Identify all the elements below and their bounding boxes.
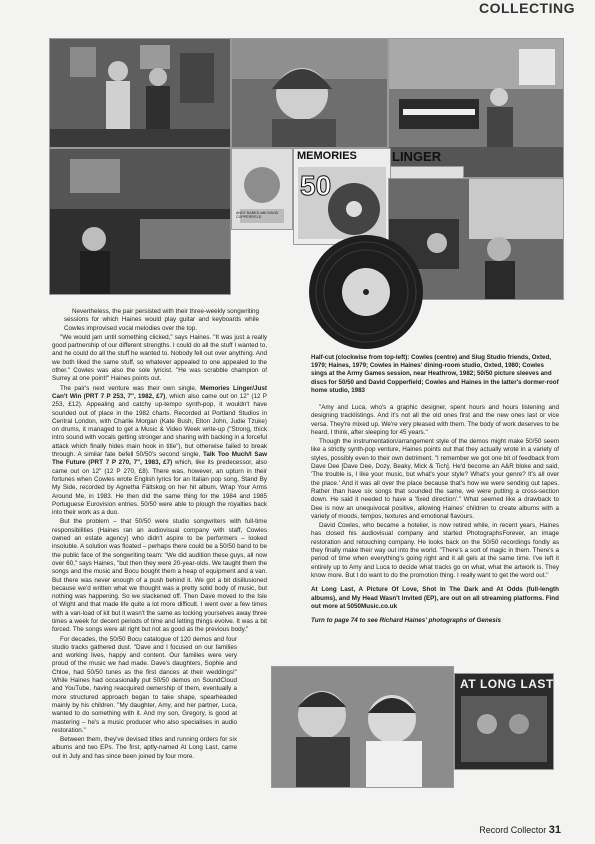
sleeve-at-long-last-title: AT LONG LAST <box>460 677 554 691</box>
p3-text-c: , which also came out on 12" (12 P 253, £12). Appealing and catchy up-tempo synth-pop, it wouldn't have sounded out of place in the 1982 charts. Recorded at Portland Studios in Central London, with Charlie Morgan (Kate Bush, Elton John, Judie Tzuke) on drums, it managed to get a Music & Video Week write-up ("Strong, thick intro sound with vocals getting stronger and sharing with backing in a forceful attack which finally hides main hook in title"), but otherwise failed to break through. A similar fate befell 50/50's second single, <box>52 392 267 459</box>
photo-caption: Half-cut (clockwise from top-left): Cowles (centre) and Slug Studio friends, Oxted, 1979; Haines, 1979; Cowles in Haines' dining-room studio, Oxted, 1980; Cowles sings at the Army Games session, near Heathrow, 1982; 50/50 picture sleeves and discs for 50/50 and David Copperfield; Cowles and Haines in the latter's dormer-roof home studio, 1983 <box>311 354 559 394</box>
section-heading: COLLECTING <box>479 0 575 16</box>
p3-single-title: Memories Linger/Just Can't Win (PRT 7 P 253, 7", 1982, £7) <box>52 384 267 400</box>
left-paragraph-5: For decades, the 50/50 Bocu catalogue of 120 demos and four studio tracks gathered dust. "Dave and I focused on our families and working lives, happy and content. Our families were very proud of the music we had made. Dave's daughters, Sophie and Chloe, had 50/50 tunes as the first dances at their weddings!" While Haines had occasionally put 50/50 demos on SoundCloud and YouTube, having reacquired ownership of them, eventually a more structured approach began to take shape, spearheaded mainly by his children. "My daughter, Amy, and her partner, Luca, wanted to do something with it. And my son, Gregory, is good at mastering – he's a music producer who also specialises in audio restoration." <box>52 635 237 734</box>
page-footer <box>479 824 561 836</box>
p3-second-single-title: Talk Too Much/I Saw The Future (PRT 7 P 270, 7", 1983, £7) <box>52 451 267 467</box>
photo-cowles-and-haines <box>271 666 454 788</box>
sleeve-linger-label: LINGER <box>392 149 442 164</box>
page-reference: Turn to page 74 to see Richard Haines' photographs of Genesis <box>311 617 501 625</box>
p3-text-a: The pair's next venture was their own single, <box>60 384 201 392</box>
sleeve-credit-text: ANDY BANKS with DAVID COPPERFIELD <box>236 211 279 219</box>
left-paragraph-6: Between them, they've devised titles and running orders for six albums and two EPs. The first, aptly-named At Long Last, came out in July and has since been joined by four more. <box>52 736 237 760</box>
right-paragraph-2: Though the instrumentation/arrangement style of the demos might make 50/50 seem like a strictly synth-pop venture, Haines points out that they actually wrote in a variety of styles, possibly even to their own detriment. "I remember we got one bit of feedback from Dave Dee [Dave Dee, Dozy, Beaky, Mick & Tich]. He'd become an A&R bloke and said, 'The trouble is, I like your music, but what's your style? What's your genre? It's all over the place.' And it was all over the place because that's how we were sending out tapes. Rather than have six songs that sounded the same, we were putting a cross-section down. He said it needed to have a 'fixed direction'." What seemed like a drawback to Dee is now an unequivocal positive, allowing Haines' children to create albums with a variety of moods, tempos, textures and emotional flavours. <box>311 438 559 520</box>
left-paragraph-2: "We would jam until something clicked," says Haines. "It was just a really good partnership of our different strengths. I could do all the stuff I wanted to, and he could do all the stuff he wanted to. Nobody fell out over anything. And we both liked the same stuff, so whatever appealed to one appealed to the other." Cowles was also the sole lyricist. "He was scrabble champion of Surrey at one point!" Haines points out. <box>52 333 267 383</box>
sleeve-fifty-label: 50 <box>300 170 332 201</box>
photo-army-games-session <box>49 148 231 295</box>
right-paragraph-1: "Amy and Luca, who's a graphic designer, spent hours and hours listening and designing tracklistings. And it's not all the old ones first and the new ones last or vice versa. They're mixed up. We're very pleased with them. The body of work deserves to be heard, I think, after sleeping for 45 years." <box>311 404 559 436</box>
photo-haines-1979 <box>231 38 388 148</box>
magazine-name: Record Collector <box>479 825 547 835</box>
right-paragraph-3: David Cowles, who became a hotelier, is now retired while, in recent years, Haines has closed his audiovisual company and started PhotographsForever, an image restoration and retouching company. He looks back on the 50/50 recordings fondly as they finally make their way out into the world. "There's a sort of magic in them. There's a period of time when everything's going right and it all gels at the same time. I've left it entirely up to Amy and Luca to decide what tracks go on what, what the artwork is. They know more. But I do want to do the promotion thing. I really want to get the word out." <box>311 522 559 579</box>
vinyl-record <box>308 234 424 350</box>
p3-text-e: which, like its predecessor, also came out on 12" (12 P 270, £8). There was, however, an upturn in their fortunes when Cowles wrote English lyrics for an Italian pop song, Stand By My Side, recorded by Agnetha Fältskog on her hit album, Wrap Your Arms Around Me, in 1983. He then did the same thing for the 1984 and 1985 Portuguese Eurovision entries. 50/50 were able to plough the royalties back into their work as a duo. <box>52 459 267 517</box>
left-paragraph-4: But the problem – that 50/50 were studio songwriters with full-time responsibilities (Haines ran an audiovisual company with staff, Cowles owned an estate agency) who didn't aspire to be performers – looked insoluble. A solution was floated – perhaps there could be a 50/50 band to be the public face of the songwriting team: "We did audition these guys, all now over 60," says Haines, "but then they were 20-year-olds. We taught them the songs and the music and Bocu bought them a heap of equipment and a van. But there was never enough of a push behind it. We got a bit disillusioned because we'd written what we thought was a pretty solid body of music, but nothing was happening. So we slackened off. Then Dave moved to the Isle of Wight and that made life quite a lot more difficult. I went over a few times with a van-load of kit but it wasn't the same as locking yourselves away three times a week for decent periods of time and letting things evolve. It was a bit forced. The songs were all right but not as good as the previous body." <box>52 518 267 634</box>
left-paragraph-3 <box>52 385 267 518</box>
left-column <box>52 308 267 762</box>
photo-slug-studio-friends <box>49 38 231 148</box>
right-column <box>311 404 559 626</box>
left-paragraph-1: Nevertheless, the pair persisted with their three-weekly songwriting sessions for which Haines would play guitar and keyboards while Cowles improvised vocal melodies over the top. <box>64 308 259 332</box>
release-info: At Long Last, A Picture Of Love, Shot In The Dark and At Odds (full-length albums), and My Head Wasn't Invited (EP), are out on all streaming platforms. Find out more at 5050Music.co.uk <box>311 586 559 610</box>
sleeve-memories-label: MEMORIES <box>297 150 357 162</box>
page-number: 31 <box>548 824 561 836</box>
